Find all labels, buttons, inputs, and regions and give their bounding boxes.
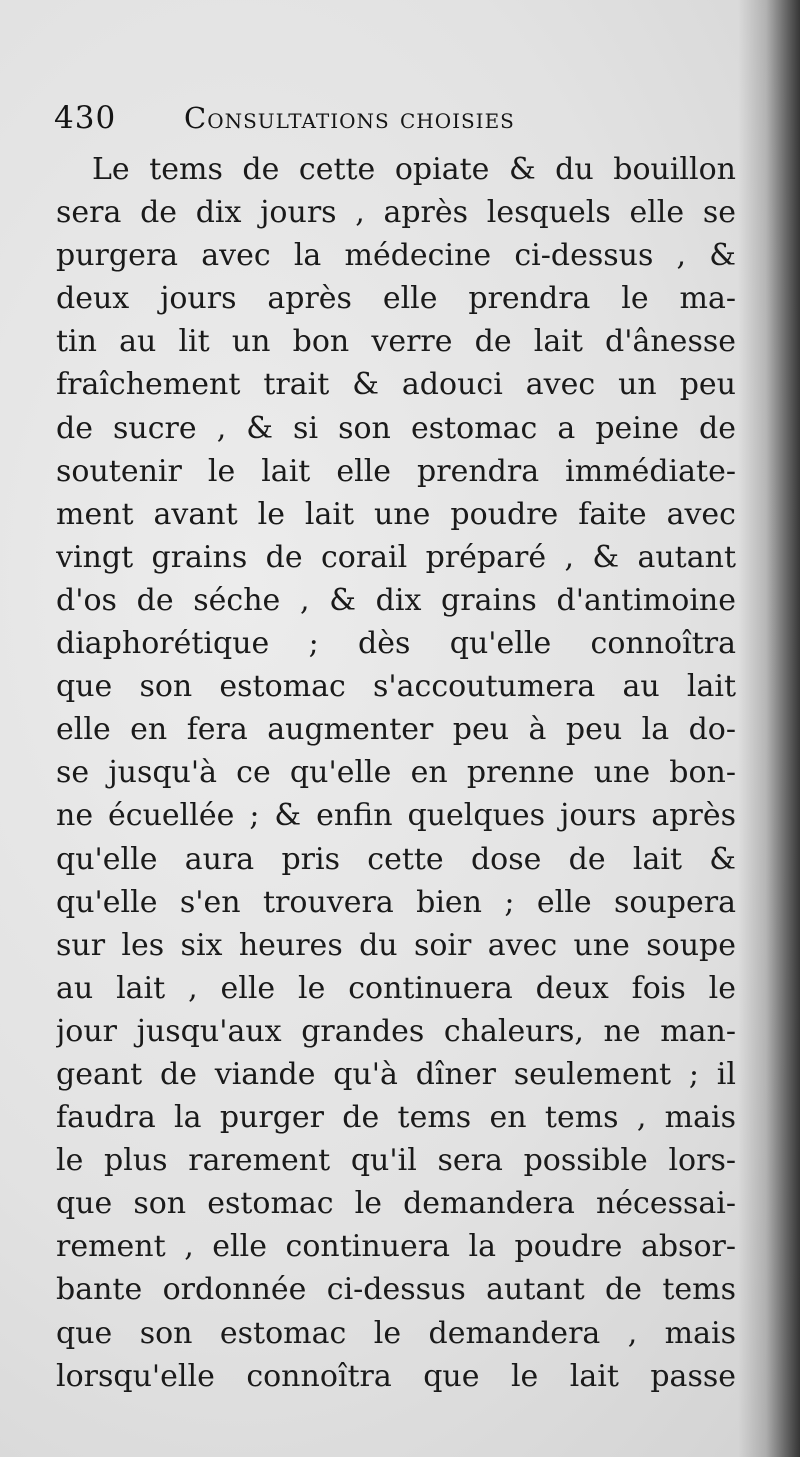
text-line: sera de dix jours , après lesquels elle se (56, 195, 736, 231)
text-line: que son estomac le demandera , mais (56, 1315, 736, 1351)
text-line: ne écuellée ; & enfin quelques jours après (56, 798, 736, 834)
text-line: fraîchement trait & adouci avec un peu (56, 367, 736, 403)
text-line: rement , elle continuera la poudre absor- (56, 1229, 736, 1265)
text-line: deux jours après elle prendra le ma- (56, 281, 736, 317)
text-line: d'os de séche , & dix grains d'antimoine (56, 582, 736, 618)
text-line: le plus rarement qu'il sera possible lors- (56, 1143, 736, 1179)
page-number: 430 (54, 100, 117, 136)
text-line: que son estomac le demandera nécessai- (56, 1186, 736, 1222)
text-line: soutenir le lait elle prendra immédiate- (56, 453, 736, 489)
text-line: geant de viande qu'à dîner seulement ; il (56, 1056, 736, 1092)
running-title: Consultations choisies (184, 101, 515, 135)
text-line: lorsqu'elle connoîtra que le lait passe (56, 1358, 736, 1394)
text-line: au lait , elle le continuera deux fois le (56, 970, 736, 1006)
page-gutter-shadow (738, 0, 800, 1457)
text-line: elle en fera augmenter peu à peu la do- (56, 712, 736, 748)
text-line: jour jusqu'aux grandes chaleurs, ne man- (56, 1013, 736, 1049)
text-line: que son estomac s'accoutumera au lait (56, 669, 736, 705)
body-text (56, 148, 736, 1398)
text-line: de sucre , & si son estomac a peine de (56, 410, 736, 446)
text-line: Le tems de cette opiate & du bouillon (92, 152, 736, 187)
text-line: vingt grains de corail préparé , & autant (56, 539, 736, 575)
text-line: diaphorétique ; dès qu'elle connoîtra (56, 626, 736, 662)
text-line: tin au lit un bon verre de lait d'ânesse (56, 324, 736, 360)
text-line: bante ordonnée ci-dessus autant de tems (56, 1272, 736, 1308)
text-line: qu'elle aura pris cette dose de lait & (56, 841, 736, 877)
page-header (54, 100, 754, 144)
text-line: faudra la purger de tems en tems , mais (56, 1100, 736, 1136)
text-line: sur les six heures du soir avec une soupe (56, 927, 736, 963)
text-line: ment avant le lait une poudre faite avec (56, 496, 736, 532)
text-line: se jusqu'à ce qu'elle en prenne une bon- (56, 755, 736, 791)
text-line: qu'elle s'en trouvera bien ; elle soupera (56, 884, 736, 920)
text-line: purgera avec la médecine ci-dessus , & (56, 238, 736, 274)
